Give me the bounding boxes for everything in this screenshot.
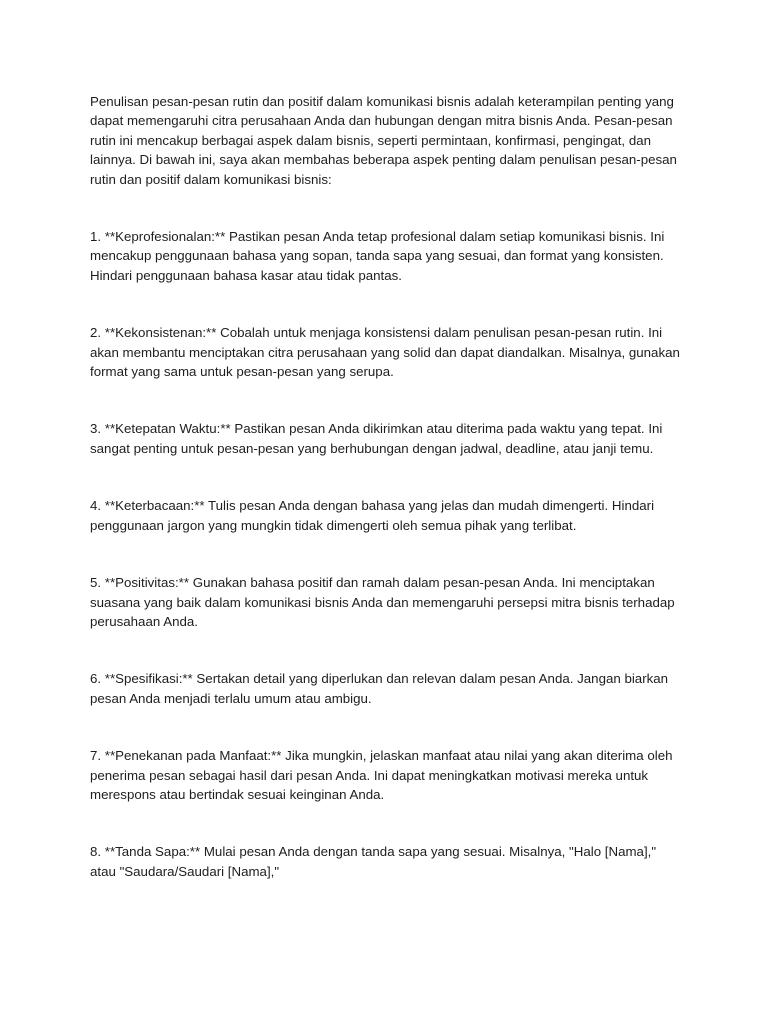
list-item-ketepatan-waktu: 3. **Ketepatan Waktu:** Pastikan pesan Anda dikirimkan atau diterima pada waktu yang tepat. Ini sangat penting untuk pesan-pesan yang berhubungan dengan jadwal, deadline, atau janji temu. xyxy=(90,421,663,456)
list-item-keterbacaan: 4. **Keterbacaan:** Tulis pesan Anda dengan bahasa yang jelas dan mudah dimengerti. Hindari penggunaan jargon yang mungkin tidak dimengerti oleh semua pihak yang terlibat. xyxy=(90,498,655,533)
list-item-positivitas: 5. **Positivitas:** Gunakan bahasa positif dan ramah dalam pesan-pesan Anda. Ini menciptakan suasana yang baik dalam komunikasi bisnis Anda dan memengaruhi persepsi mitra bisnis terhadap perusahaan Anda. xyxy=(90,575,675,629)
list-item-tanda-sapa: 8. **Tanda Sapa:** Mulai pesan Anda dengan tanda sapa yang sesuai. Misalnya, "Halo [Nama]," atau "Saudara/Saudari [Nama]," xyxy=(90,844,657,879)
list-item-kekonsistenan: 2. **Kekonsistenan:** Cobalah untuk menjaga konsistensi dalam penulisan pesan-pesan rutin. Ini akan membantu menciptakan citra perusahaan yang solid dan dapat diandalkan. Misalnya, gunakan format yang sama untuk pesan-pesan yang serupa. xyxy=(90,325,680,380)
list-item-spesifikasi: 6. **Spesifikasi:** Sertakan detail yang diperlukan dan relevan dalam pesan Anda. Jangan biarkan pesan Anda menjadi terlalu umum atau ambigu. xyxy=(90,671,669,706)
intro-paragraph: Penulisan pesan-pesan rutin dan positif dalam komunikasi bisnis adalah keterampilan penting yang dapat memengaruhi citra perusahaan Anda dan hubungan dengan mitra bisnis Anda. Pesan-pesan rutin ini mencakup berbagai aspek dalam bisnis, seperti permintaan, konfirmasi, pengingat, dan lainnya. Di bawah ini, saya akan membahas beberapa aspek penting dalam penulisan pesan-pesan rutin dan positif dalam komunikasi bisnis: xyxy=(90,94,677,187)
document-body xyxy=(90,92,682,881)
list-item-penekanan-manfaat: 7. **Penekanan pada Manfaat:** Jika mungkin, jelaskan manfaat atau nilai yang akan diterima oleh penerima pesan sebagai hasil dari pesan Anda. Ini dapat meningkatkan motivasi mereka untuk merespons atau bertindak sesuai keinginan Anda. xyxy=(90,748,673,802)
list-item-keprofesionalan: 1. **Keprofesionalan:** Pastikan pesan Anda tetap profesional dalam setiap komunikasi bisnis. Ini mencakup penggunaan bahasa yang sopan, tanda sapa yang sesuai, dan format yang konsisten. Hindari penggunaan bahasa kasar atau tidak pantas. xyxy=(90,229,665,283)
